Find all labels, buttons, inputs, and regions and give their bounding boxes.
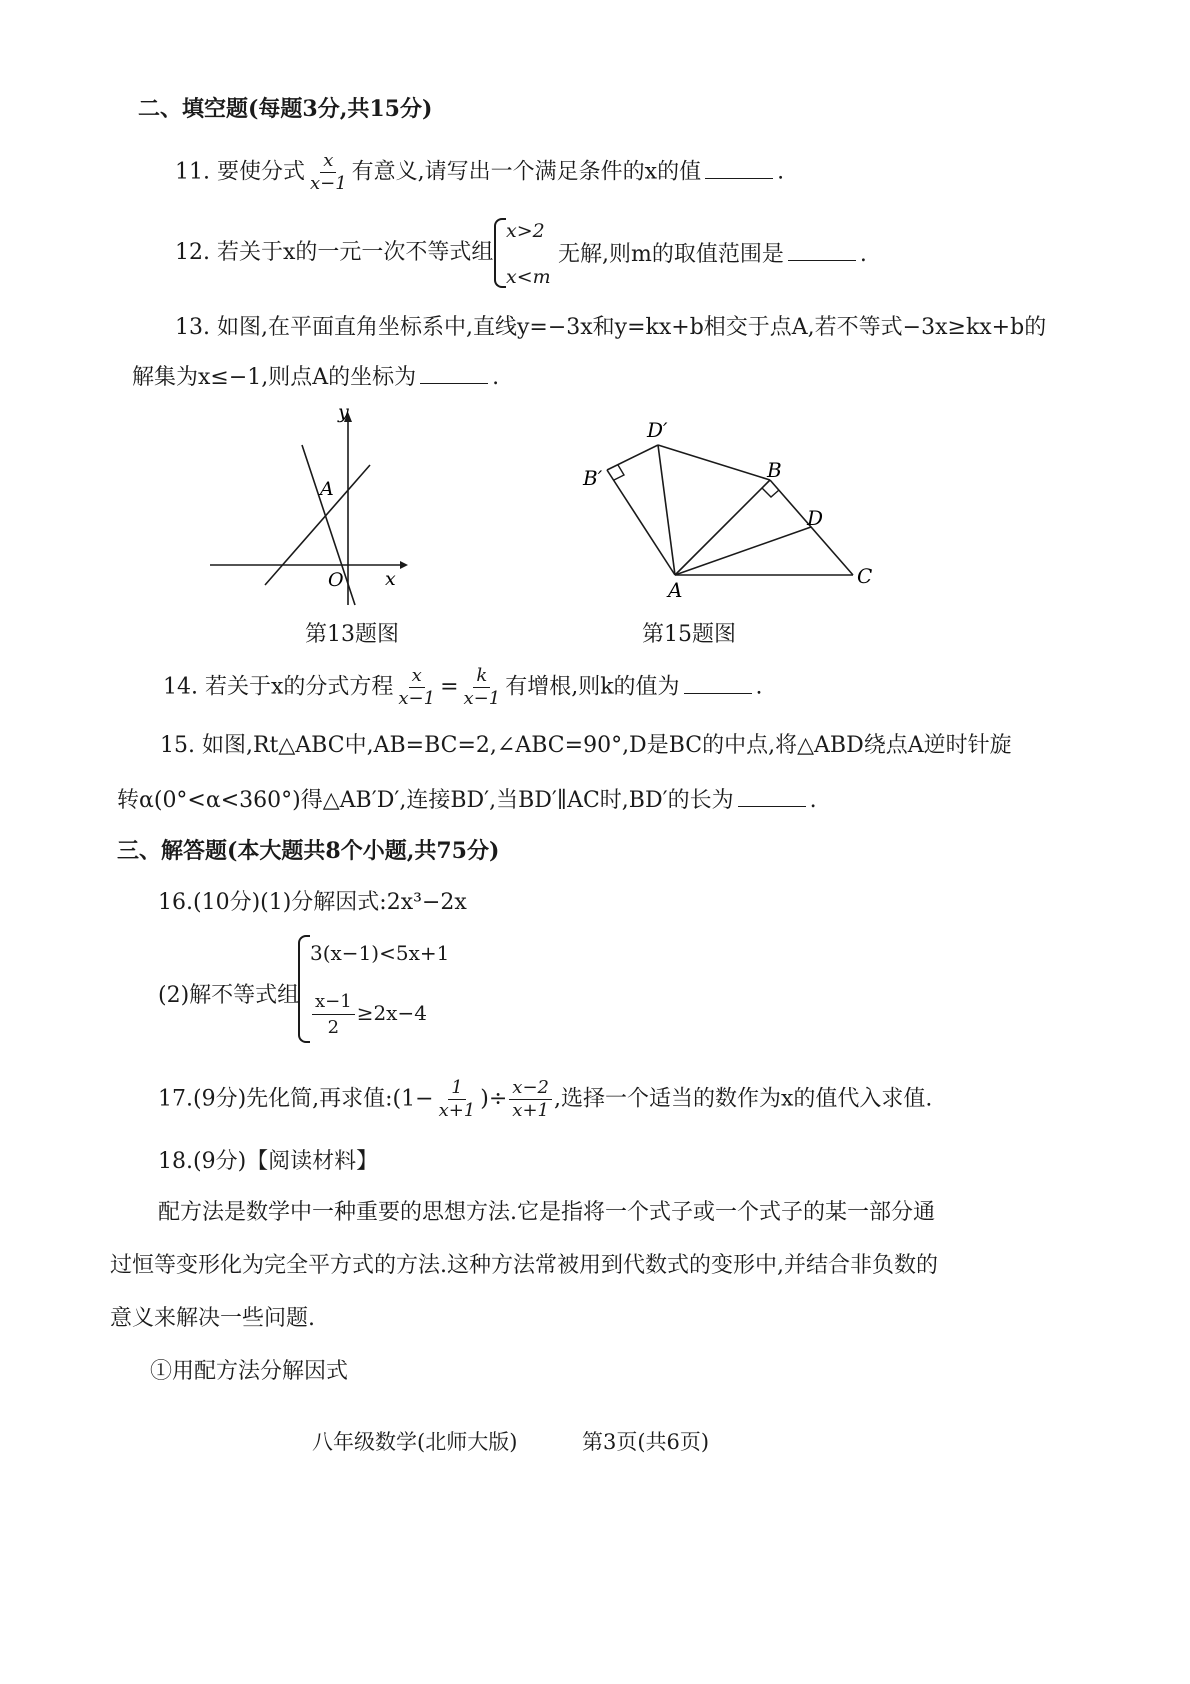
fig15-label-c: C xyxy=(857,564,873,588)
q17-mid: )÷ xyxy=(480,1086,508,1112)
fig15-label-b: B xyxy=(767,458,782,482)
fig15-seg-dprime-b xyxy=(658,445,770,480)
q13-line1: 13. 如图,在平面直角坐标系中,直线y=−3x和y=kx+b相交于点A,若不等式−3x≥kx+b的 xyxy=(175,315,1047,340)
q14-answer-blank[interactable] xyxy=(684,675,752,694)
q11-after: 有意义,请写出一个满足条件的x的值 xyxy=(351,159,702,185)
q17-fraction2 xyxy=(509,1079,552,1120)
q14-after: 有增根,则k的值为 xyxy=(505,674,680,700)
q16-row2-fraction xyxy=(312,991,355,1038)
q11-numerator: x xyxy=(320,152,336,173)
q16-row2-den: 2 xyxy=(327,1017,340,1038)
q14-num1: x xyxy=(409,667,425,688)
q17-den1: x+1 xyxy=(438,1100,476,1121)
q12-row2: x<m xyxy=(506,266,551,288)
figure-13 xyxy=(205,400,415,610)
q11-end: . xyxy=(777,159,785,185)
q15-line2: 转α(0°<α<360°)得△AB′D′,连接BD′,当BD′∥AC时,BD′的长为 xyxy=(117,788,734,813)
q12-before: 12. 若关于x的一元一次不等式组 xyxy=(175,240,494,265)
q14-equals: = xyxy=(440,674,459,700)
question-11 xyxy=(175,152,784,193)
q16-part1: 16.(10分)(1)分解因式:2x³−2x xyxy=(158,890,467,915)
q18-paragraph-1: 配方法是数学中一种重要的思想方法.它是指将一个式子或一个式子的某一部分通 xyxy=(158,1200,935,1225)
section3-title: 三、解答题(本大题共8个小题,共75分) xyxy=(117,838,500,864)
fig13-label-o: O xyxy=(328,569,344,591)
q12-brace xyxy=(494,218,506,288)
q14-den1: x−1 xyxy=(398,688,436,709)
fig15-label-a: A xyxy=(668,578,683,602)
fig15-seg-a-b xyxy=(675,480,770,575)
q14-fraction-right xyxy=(461,667,504,708)
footer-subject: 八年级数学(北师大版) xyxy=(312,1430,518,1454)
q16-row2-num: x−1 xyxy=(312,991,355,1015)
q17-before: 17.(9分)先化简,再求值:(1− xyxy=(158,1086,434,1112)
section2-title: 二、填空题(每题3分,共15分) xyxy=(138,96,433,122)
q11-answer-blank[interactable] xyxy=(705,160,773,179)
q13-end: . xyxy=(492,365,500,390)
q16-part2-label: (2)解不等式组 xyxy=(158,983,300,1008)
q13-line2: 解集为x≤−1,则点A的坐标为 xyxy=(132,365,417,390)
q12-end: . xyxy=(859,242,867,267)
q17-num2: x−2 xyxy=(509,1079,552,1100)
fig13-x-arrow xyxy=(400,561,408,569)
q16-row1: 3(x−1)<5x+1 xyxy=(310,941,450,965)
q11-denominator: x−1 xyxy=(309,173,347,194)
q12-after: 无解,则m的取值范围是 xyxy=(558,242,784,267)
fig15-right-angle-b xyxy=(762,488,779,497)
q15-line1: 15. 如图,Rt△ABC中,AB=BC=2,∠ABC=90°,D是BC的中点,将△ABD绕点A逆时针旋 xyxy=(160,733,1012,758)
q16-inequality-system xyxy=(298,935,478,1043)
q14-before: 14. 若关于x的分式方程 xyxy=(163,674,394,700)
q15-answer-blank[interactable] xyxy=(738,788,806,807)
footer-page-number: 第3页(共6页) xyxy=(582,1430,710,1454)
fig15-label-bprime: B′ xyxy=(583,466,603,490)
q16-row2 xyxy=(310,991,427,1038)
q13-answer-blank[interactable] xyxy=(420,365,488,384)
q17-after: ,选择一个适当的数作为x的值代入求值. xyxy=(553,1086,933,1112)
q18-paragraph-2: 过恒等变形化为完全平方式的方法.这种方法常被用到代数式的变形中,并结合非负数的 xyxy=(110,1253,938,1278)
q13-line2-wrap xyxy=(132,365,499,389)
q18-title: 18.(9分)【阅读材料】 xyxy=(158,1149,379,1174)
fig13-caption: 第13题图 xyxy=(305,622,399,647)
q16-row2-rest: ≥2x−4 xyxy=(356,1001,427,1025)
question-17 xyxy=(158,1079,932,1120)
figure-15 xyxy=(575,415,895,605)
q12-answer-blank[interactable] xyxy=(788,242,856,261)
q16-brace xyxy=(298,935,310,1043)
q14-end: . xyxy=(755,674,763,700)
fig15-label-dprime: D′ xyxy=(647,418,668,442)
fig13-label-a: A xyxy=(320,478,334,500)
question-14 xyxy=(163,667,763,708)
fig15-seg-bprime-dprime xyxy=(607,445,658,470)
q12-row1: x>2 xyxy=(506,220,545,242)
fig15-label-d: D xyxy=(807,506,824,530)
q12-inequality-system xyxy=(494,218,554,288)
q14-fraction-left xyxy=(395,667,438,708)
q12-tail xyxy=(558,242,867,266)
fig15-seg-dprime-a xyxy=(658,445,675,575)
fig13-line-kx-b xyxy=(265,465,370,585)
q17-fraction1 xyxy=(436,1079,479,1120)
q18-paragraph-3: 意义来解决一些问题. xyxy=(110,1306,315,1331)
q15-line2-wrap xyxy=(117,788,817,812)
fig15-caption: 第15题图 xyxy=(642,622,736,647)
q17-den2: x+1 xyxy=(512,1100,549,1121)
q14-den2: x−1 xyxy=(463,688,501,709)
q11-fraction xyxy=(307,152,350,193)
q14-num2: k xyxy=(473,667,490,688)
q17-num1: 1 xyxy=(448,1079,465,1100)
q18-item-1: ①用配方法分解因式 xyxy=(150,1359,349,1384)
q11-before: 11. 要使分式 xyxy=(175,159,305,185)
fig15-seg-a-d xyxy=(675,527,811,575)
fig15-right-angle-bprime xyxy=(614,465,624,480)
fig13-label-x: x xyxy=(385,568,396,590)
q15-end: . xyxy=(809,788,817,813)
fig13-label-y: y xyxy=(338,401,349,423)
fig15-seg-bprime-a xyxy=(607,470,675,575)
